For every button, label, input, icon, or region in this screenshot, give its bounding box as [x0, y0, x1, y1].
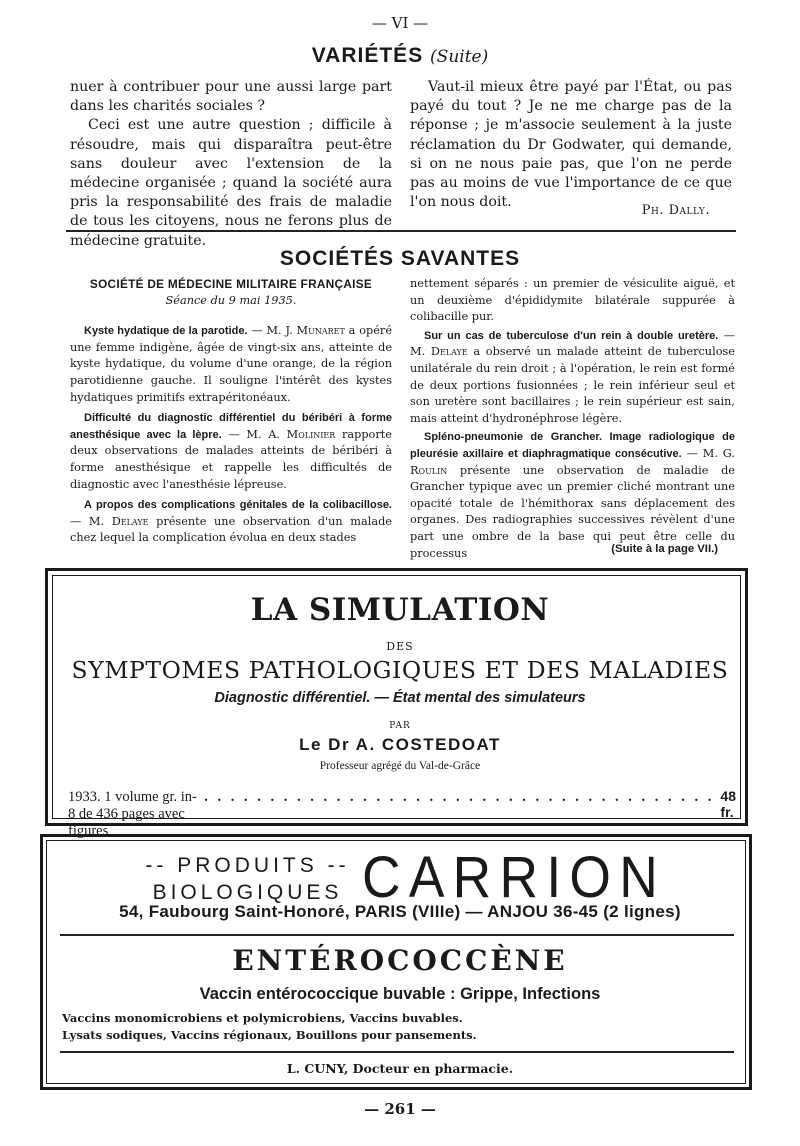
- varietes-right-paragraph: Vaut-il mieux être payé par l'État, ou pas payé du tout ? Je ne me charge pas de la réponse ; je m'associe seulement à la juste réclamation du Dr Godwater, qui demande, si on ne nous paie pas, que l'on ne perde pas au moins de vue l'importance de ce que l'on nous doit.: [410, 79, 732, 211]
- ad-book-price-row: [68, 788, 736, 839]
- ad-book-subtitle: SYMPTOMES PATHOLOGIQUES ET DES MALADIES: [71, 656, 729, 684]
- ad-carrion-produits: [130, 852, 365, 906]
- varietes-title-text: VARIÉTÉS: [311, 44, 424, 67]
- ad-carrion-divider-2: [60, 1051, 734, 1053]
- ad-carrion-footer: L. CUNY, Docteur en pharmacie.: [286, 1061, 514, 1076]
- article-text: présente une observation de maladie de Grancher typique avec un premier cliché montrant une opacité totale de l'hémithorax sans déplacement des organes. Des radiographies successives révèlent d'une part une ombre de la base qui peut être celle du processus: [410, 463, 735, 560]
- article-heading: Spléno-pneumonie de Grancher. Image radiologique de pleurésie axillaire et diaphragmatique consécutive.: [410, 431, 735, 460]
- article-text: a opéré une femme indigène, âgée de vingt-six ans, atteinte de kyste hydatique, du volume d'une orange, de la région parotidienne gauche. Il souligne l'intérêt des kystes hydatiques primitifs extrapéritonéaux.: [70, 324, 393, 404]
- ad-carrion-product-name: ENTÉROCOCCÈNE: [232, 944, 568, 977]
- ad-carrion-divider: [60, 934, 734, 936]
- article-text: rapporte deux observations de malades atteints de béribéri à forme anesthésique et rappelle les difficultés de diagnostic avec l'anesthésie lépreuse.: [70, 427, 392, 491]
- ad-book-title: LA SIMULATION: [250, 592, 550, 628]
- society-name: SOCIÉTÉ DE MÉDECINE MILITAIRE FRANÇAISE: [89, 277, 373, 291]
- article-text: présente une observation d'un malade chez lequel la complication évolua en deux stades: [70, 514, 392, 545]
- session-date: Séance du 9 mai 1935.: [165, 293, 297, 307]
- ad-carrion-biologiques-line: BIOLOGIQUES: [152, 881, 343, 904]
- ad-carrion-product-description: Vaccin entérococcique buvable : Grippe, Infections: [199, 985, 601, 1003]
- article-heading: A propos des complications génitales de la colibacillose.: [84, 499, 392, 512]
- varietes-signature: Ph. Dally.: [641, 203, 710, 218]
- ad-carrion-address: 54, Faubourg Saint-Honoré, PARIS (VIIIe) — ANJOU 36-45 (2 lignes): [119, 902, 681, 921]
- ad-book-author: Le Dr A. COSTEDOAT: [299, 735, 501, 754]
- societes-left-column: [70, 276, 392, 547]
- ad-carrion-produits-line: -- PRODUITS --: [145, 854, 350, 877]
- article-author: M. G. Roulin: [410, 446, 736, 477]
- article-kyste: Kyste hydatique de la parotide. — M. J. Munaret a opéré une femme indigène, âgée de vingt-six ans, atteinte de kyste hydatique, du volume d'une orange, de la région parotidienne gauche. Il souligne l'intérêt des kystes hydatiques primitifs extrapéritonéaux.: [70, 324, 393, 404]
- ad-carrion-brand: CARRION: [362, 845, 667, 910]
- article-grancher: Spléno-pneumonie de Grancher. Image radiologique de pleurésie axillaire et diaphragmatique consécutive. — M. G. Roulin présente une observation de maladie de Grancher typique avec un premier cliché montrant une opacité totale de l'hémithorax sans déplacement des organes. Des radiographies successives révèlent d'une part une ombre de la base qui peut être celle du processus: [410, 431, 736, 560]
- ad-book-par: PAR: [389, 721, 411, 731]
- varietes-left-paragraph-1: nuer à contribuer pour une aussi large part dans les charités sociales ?: [70, 79, 392, 115]
- section-divider: [66, 230, 736, 232]
- varietes-left-paragraph-2: Ceci est une autre question ; difficile à résoudre, mais qui disparaîtra peut-être sans douleur avec l'extension de la médecine organisée ; quand la société aura pris la responsabilité des frais de maladie de tous les citoyens, nous ne ferons plus de médecine gratuite.: [70, 117, 392, 249]
- article-colibacillose: A propos des complications génitales de la colibacillose. — M. Delaye présente une observation d'un malade chez lequel la complication évolua en deux stades: [70, 499, 392, 545]
- page-number: — 261 —: [364, 1100, 436, 1118]
- section-title-societes: SOCIÉTÉS SAVANTES: [279, 247, 521, 270]
- societes-right-column: [410, 276, 735, 562]
- varietes-right-column: [410, 78, 732, 212]
- ad-book-author-title: Professeur agrégé du Val-de-Grâce: [319, 760, 481, 772]
- article-tuberculose: Sur un cas de tuberculose d'un rein à double uretère. — M. Delaye a observé un malade atteint de tuberculose unilatérale du rein droit ; à l'opération, le rein est formé de deux portions fusionnées ; le rein inférieur seul et son uretère sont bacillaires ; le rein supérieur est sain, mais atteint d'hydronéphrose légère.: [410, 328, 735, 425]
- leader-dots: . . . . . . . . . . . . . . . . . . . . . . . . . . . . . . . . . . . . . . .: [204, 789, 715, 805]
- article-heading: Sur un cas de tuberculose d'un rein à double uretère.: [424, 329, 719, 342]
- varietes-left-column: [70, 78, 392, 251]
- article-continuation: nettement séparés : un premier de vésiculite aiguë, et un deuxième d'épididymite bilatérale suppurée à colibacille pur.: [410, 277, 735, 324]
- page-header-roman: — VI —: [371, 14, 429, 32]
- article-author: M. J. Munaret: [266, 324, 345, 338]
- ad-book-details: 1933. 1 volume gr. in-8 de 436 pages avec figures: [68, 789, 197, 839]
- article-beriberi: Difficulté du diagnostic différentiel du béribéri à forme anesthésique avec la lèpre. — M. A. Molinier rapporte deux observations de malades atteints de béribéri à forme anesthésique et rappelle les difficultés de diagnostic avec l'anesthésie lépreuse.: [70, 412, 392, 491]
- article-text: a observé un malade atteint de tuberculose unilatérale du rein droit ; à l'opération, le rein est formé de deux portions fusionnées ; le rein inférieur seul et son uretère sont bacillaires ; le rein supérieur est sain, mais atteint d'hydronéphrose légère.: [410, 345, 735, 425]
- ad-book-price: 48 fr.: [720, 788, 736, 820]
- ad-carrion-line-1: Vaccins monomicrobiens et polymicrobiens, Vaccins buvables.: [62, 1011, 463, 1025]
- article-author: M. Delaye: [88, 514, 149, 528]
- article-heading: Kyste hydatique de la parotide.: [84, 325, 248, 338]
- ad-carrion-line-2: Lysats sodiques, Vaccins régionaux, Bouillons pour pansements.: [62, 1028, 477, 1042]
- continued-note: (Suite à la page VII.): [611, 543, 718, 555]
- article-heading: Difficulté du diagnostic différentiel du béribéri à forme anesthésique avec la lèpre.: [70, 412, 392, 441]
- section-title-varietes: [0, 44, 800, 68]
- varietes-suite-label: (Suite): [430, 47, 489, 67]
- article-author: M. Delaye: [410, 345, 468, 359]
- ad-book-tagline: Diagnostic différentiel. — État mental des simulateurs: [214, 690, 586, 706]
- ad-book-des: DES: [386, 640, 414, 653]
- article-author: M. A. Molinier: [246, 427, 336, 441]
